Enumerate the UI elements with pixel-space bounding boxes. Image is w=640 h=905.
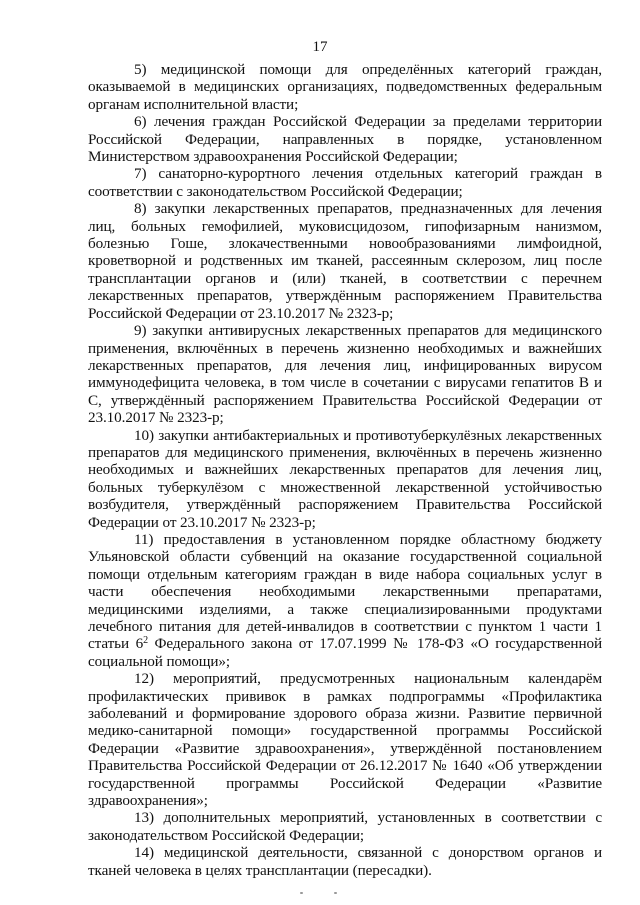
list-item-13: 13) дополнительных мероприятий, установленных в соответствии с законодательством Российской Федерации; [88, 809, 602, 844]
list-item-5: 5) медицинской помощи для определённых категорий граждан, оказываемой в медицинских организациях, подведомственных федеральным органам исполнительной власти; [88, 61, 602, 113]
list-item-6: 6) лечения граждан Российской Федерации за пределами территории Российской Федерации, направленных в порядке, установленном Министерством здравоохранения Российской Федерации; [88, 113, 602, 166]
list-item-11 [88, 531, 602, 670]
list-item-11-text-before: 11) предоставления в установленном порядке областному бюджету Ульяновской области субвенций на оказание государственной социальной помощи отдельным категориям граждан в виде набора социальных услуг в части обеспечения необходимыми лекарственными препаратами, медицинскими изделиями, а также специализированными продуктами лечебного питания для детей-инвалидов в соответствии с пунктом 1 части 1 статьи 6 [88, 530, 602, 653]
list-item-8: 8) закупки лекарственных препаратов, предназначенных для лечения лиц, больных гемофилией, муковисцидозом, гипофизарным нанизмом, болезнью Гоше, злокачественными новообразованиями лимфоидной, кроветворной и родственных им тканей, рассеянным склерозом, лиц после трансплантации органов и (или) тканей, в соответствии с перечнем лекарственных препаратов, утверждённым распоряжением Правительства Российской Федерации от 23.10.2017 № 2323-р; [88, 200, 602, 322]
list-item-7: 7) санаторно-курортного лечения отдельных категорий граждан в соответствии с законодательством Российской Федерации; [88, 165, 602, 200]
document-body [88, 61, 602, 879]
article-superscript: 2 [143, 635, 148, 647]
scan-speck [334, 892, 337, 894]
scan-speck [300, 892, 303, 894]
list-item-14: 14) медицинской деятельности, связанной с донорством органов и тканей человека в целях трансплантации (пересадки). [88, 844, 602, 879]
list-item-10: 10) закупки антибактериальных и противотуберкулёзных лекарственных препаратов для медицинского применения, включённых в перечень жизненно необходимых и важнейших лекарственных препаратов для лечения лиц, больных туберкулёзом с множественной лекарственной устойчивостью возбудителя, утверждённый распоряжением Правительства Российской Федерации от 23.10.2017 № 2323-р; [88, 426, 602, 531]
page-number: 17 [312, 39, 328, 55]
list-item-11-text-after: Федерального закона от 17.07.1999 № 178-ФЗ «О государственной социальной помощи»; [88, 635, 602, 670]
list-item-12: 12) мероприятий, предусмотренных национальным календарём профилактических прививок в рамках подпрограммы «Профилактика заболеваний и формирование здорового образа жизни. Развитие первичной медико-санитарной помощи» государственной программы Российской Федерации «Развитие здравоохранения», утверждённой постановлением Правительства Российской Федерации от 26.12.2017 № 1640 «Об утверждении государственной программы Российской Федерации «Развитие здравоохранения»; [88, 670, 602, 810]
list-item-9: 9) закупки антивирусных лекарственных препаратов для медицинского применения, включённых в перечень жизненно необходимых и важнейших лекарственных препаратов, для лечения лиц, инфицированных вирусом иммунодефицита человека, в том числе в сочетании с вирусами гепатитов В и С, утверждённый распоряжением Правительства Российской Федерации от 23.10.2017 № 2323-р; [88, 322, 602, 427]
